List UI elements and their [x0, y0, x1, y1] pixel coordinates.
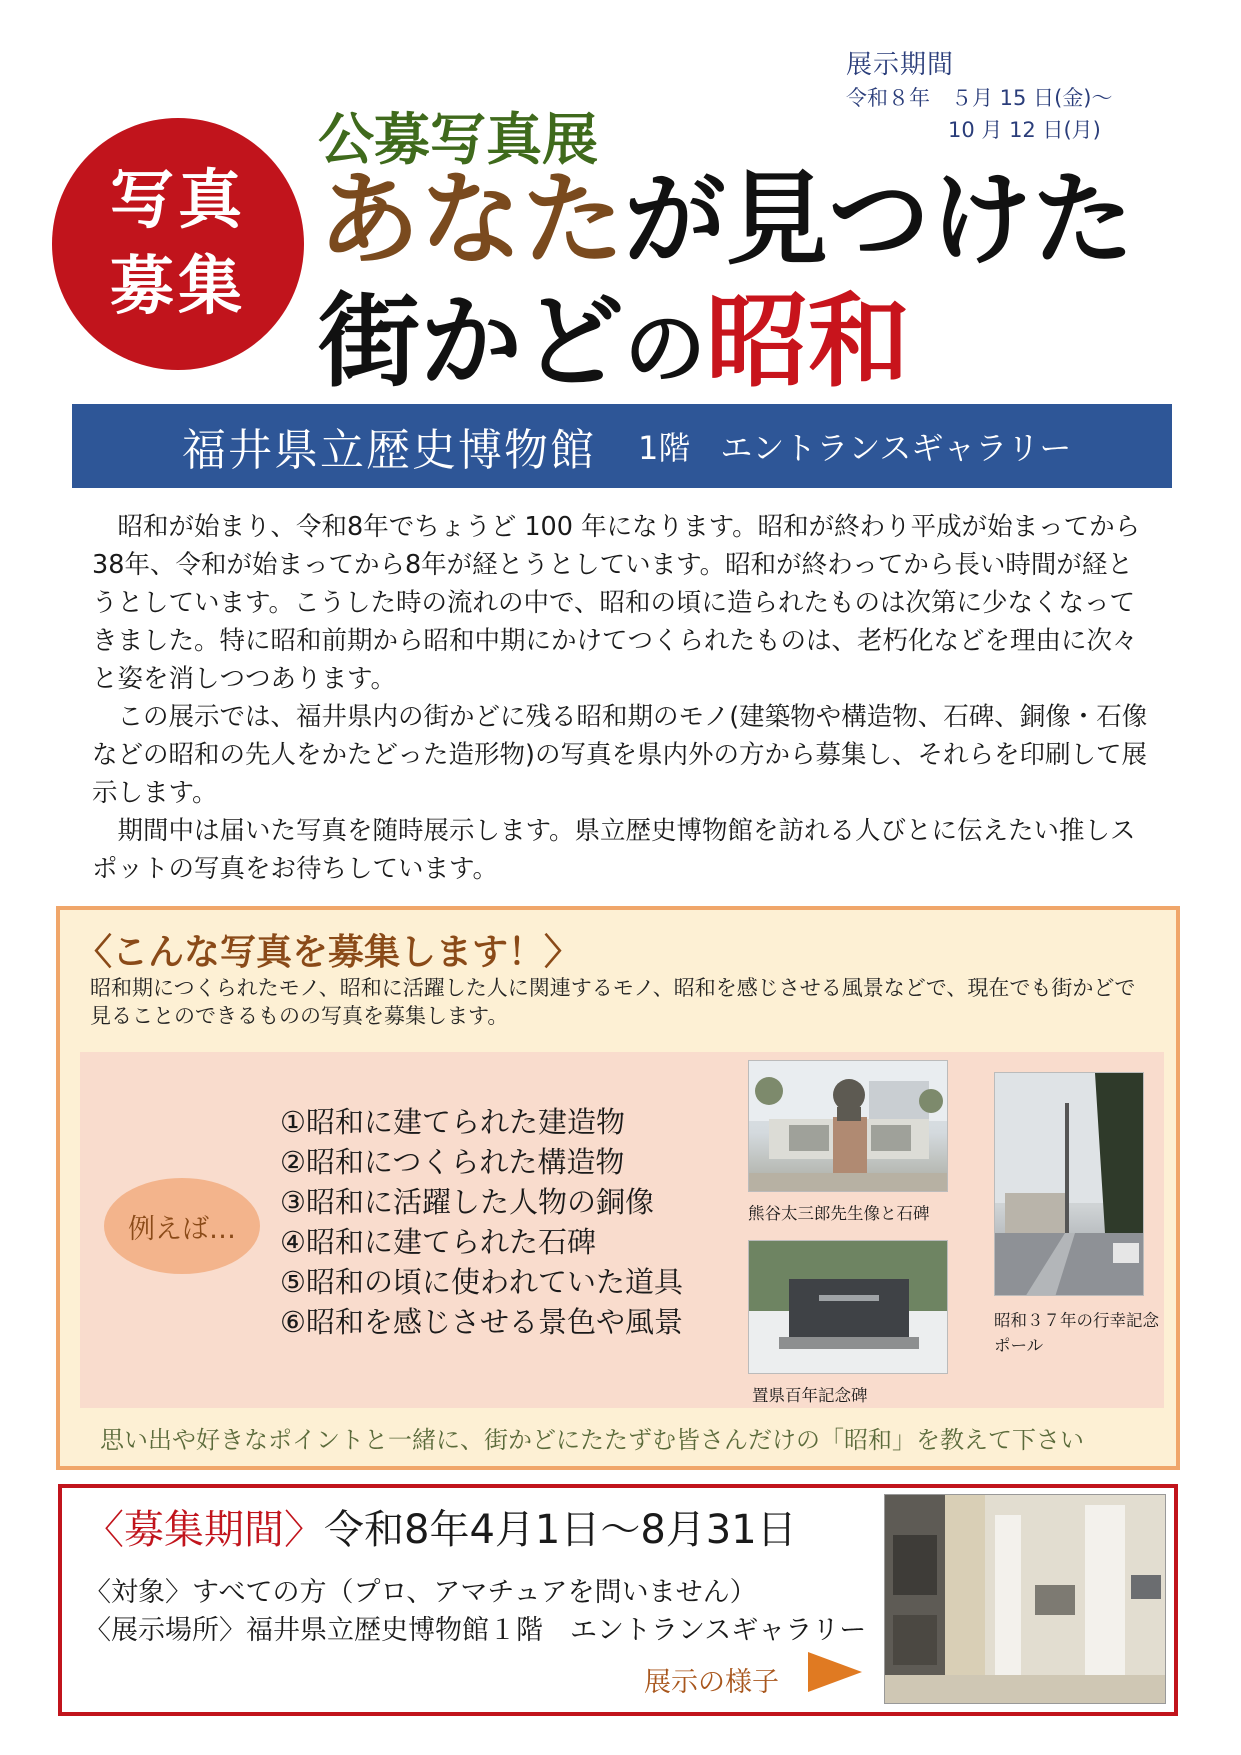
title-line1-part2: が見つけた: [624, 160, 1134, 280]
photo-exhibition-view-image: [885, 1495, 1166, 1704]
list-item: ②昭和につくられた構造物: [280, 1145, 625, 1179]
badge-line2: 募集: [110, 250, 246, 324]
exhibition-period-heading: 展示期間: [846, 50, 955, 80]
venue-floor: 1階: [638, 429, 691, 467]
badge-line1: 写真: [110, 164, 246, 238]
venue-banner: [72, 404, 1172, 488]
intro-text: [92, 508, 1156, 888]
title-line1-part1: あなた: [318, 160, 624, 280]
venue-name: 福井県立歴史博物館: [182, 425, 596, 476]
example-label: 例えば…: [104, 1178, 260, 1274]
wanted-heading: 〈こんな写真を募集します！〉: [76, 932, 581, 973]
recruitment-period-value: 令和8年4月1日～8月31日: [324, 1507, 797, 1553]
photo-caption: 熊谷太三郎先生像と石碑: [748, 1204, 930, 1223]
title-line2-part1: 街かど: [318, 282, 624, 402]
example-list: [280, 1102, 683, 1342]
photo-centennial-monument: [748, 1240, 948, 1374]
photo-statue-monument: [748, 1060, 948, 1192]
title-line1: [318, 160, 1134, 280]
photo-commemorative-pole-image: [995, 1073, 1144, 1296]
recruitment-location: 〈展示場所〉福井県立歴史博物館１階 エントランスギャラリー: [84, 1615, 867, 1646]
exhibition-period-start: 令和８年 ５月 15 日(金)～: [846, 86, 1113, 110]
photo-caption: 昭和３７年の行幸記念ポール: [994, 1311, 1159, 1355]
exhibition-view-note: 展示の様子: [644, 1667, 779, 1698]
arrow-right-icon: [808, 1652, 862, 1692]
subtitle: 公募写真展: [318, 107, 598, 173]
recruitment-period: [84, 1498, 797, 1555]
photo-caption: 置県百年記念碑: [752, 1386, 868, 1405]
photo-centennial-monument-image: [749, 1241, 948, 1374]
photo-exhibition-view: [884, 1494, 1166, 1704]
exhibition-period-end: 10 月 12 日(月): [948, 118, 1101, 142]
title-line2: [318, 282, 910, 409]
title-line2-part2: の: [624, 301, 707, 397]
intro-paragraph-3: 期間中は届いた写真を随時展示します。県立歴史博物館を訪れる人びとに伝えたい推しスポットの写真をお待ちしています。: [92, 816, 1136, 884]
intro-paragraph-1: 昭和が始まり、令和8年でちょうど 100 年になります。昭和が終わり平成が始まってから38年、令和が始まってから8年が経とうとしています。昭和が終わってから長い時間が経とうとしています。こうした時の流れの中で、昭和の頃に造られたものは次第に少なくなってきました。特に昭和前期から昭和中期にかけてつくられたものは、老朽化などを理由に次々と姿を消しつつあります。: [92, 512, 1141, 694]
recruitment-target: 〈対象〉すべての方（プロ、アマチュアを問いません）: [84, 1577, 757, 1608]
list-item: ①昭和に建てられた建造物: [280, 1105, 625, 1139]
list-item: ③昭和に活躍した人物の銅像: [280, 1185, 654, 1219]
list-item: ⑥昭和を感じさせる景色や風景: [280, 1305, 683, 1339]
venue-gallery: エントランスギャラリー: [720, 429, 1072, 467]
wanted-footer: 思い出や好きなポイントと一緒に、街かどにたたずむ皆さんだけの「昭和」を教えて下さい: [100, 1426, 1084, 1454]
title-line2-part3: 昭和: [706, 282, 911, 402]
photo-statue-monument-image: [749, 1061, 948, 1192]
wanted-description: 昭和期につくられたモノ、昭和に活躍した人に関連するモノ、昭和を感じさせる風景などで、現在でも街かどで見ることのできるものの写真を募集します。: [90, 976, 1136, 1028]
intro-paragraph-2: この展示では、福井県内の街かどに残る昭和期のモノ(建築物や構造物、石碑、銅像・石像などの昭和の先人をかたどった造形物)の写真を県内外の方から募集し、それらを印刷して展示します。: [92, 702, 1148, 808]
photo-recruitment-badge: [52, 118, 304, 370]
list-item: ⑤昭和の頃に使われていた道具: [280, 1265, 683, 1299]
photo-commemorative-pole: [994, 1072, 1144, 1296]
list-item: ④昭和に建てられた石碑: [280, 1225, 596, 1259]
recruitment-period-label: 〈募集期間〉: [84, 1507, 324, 1553]
